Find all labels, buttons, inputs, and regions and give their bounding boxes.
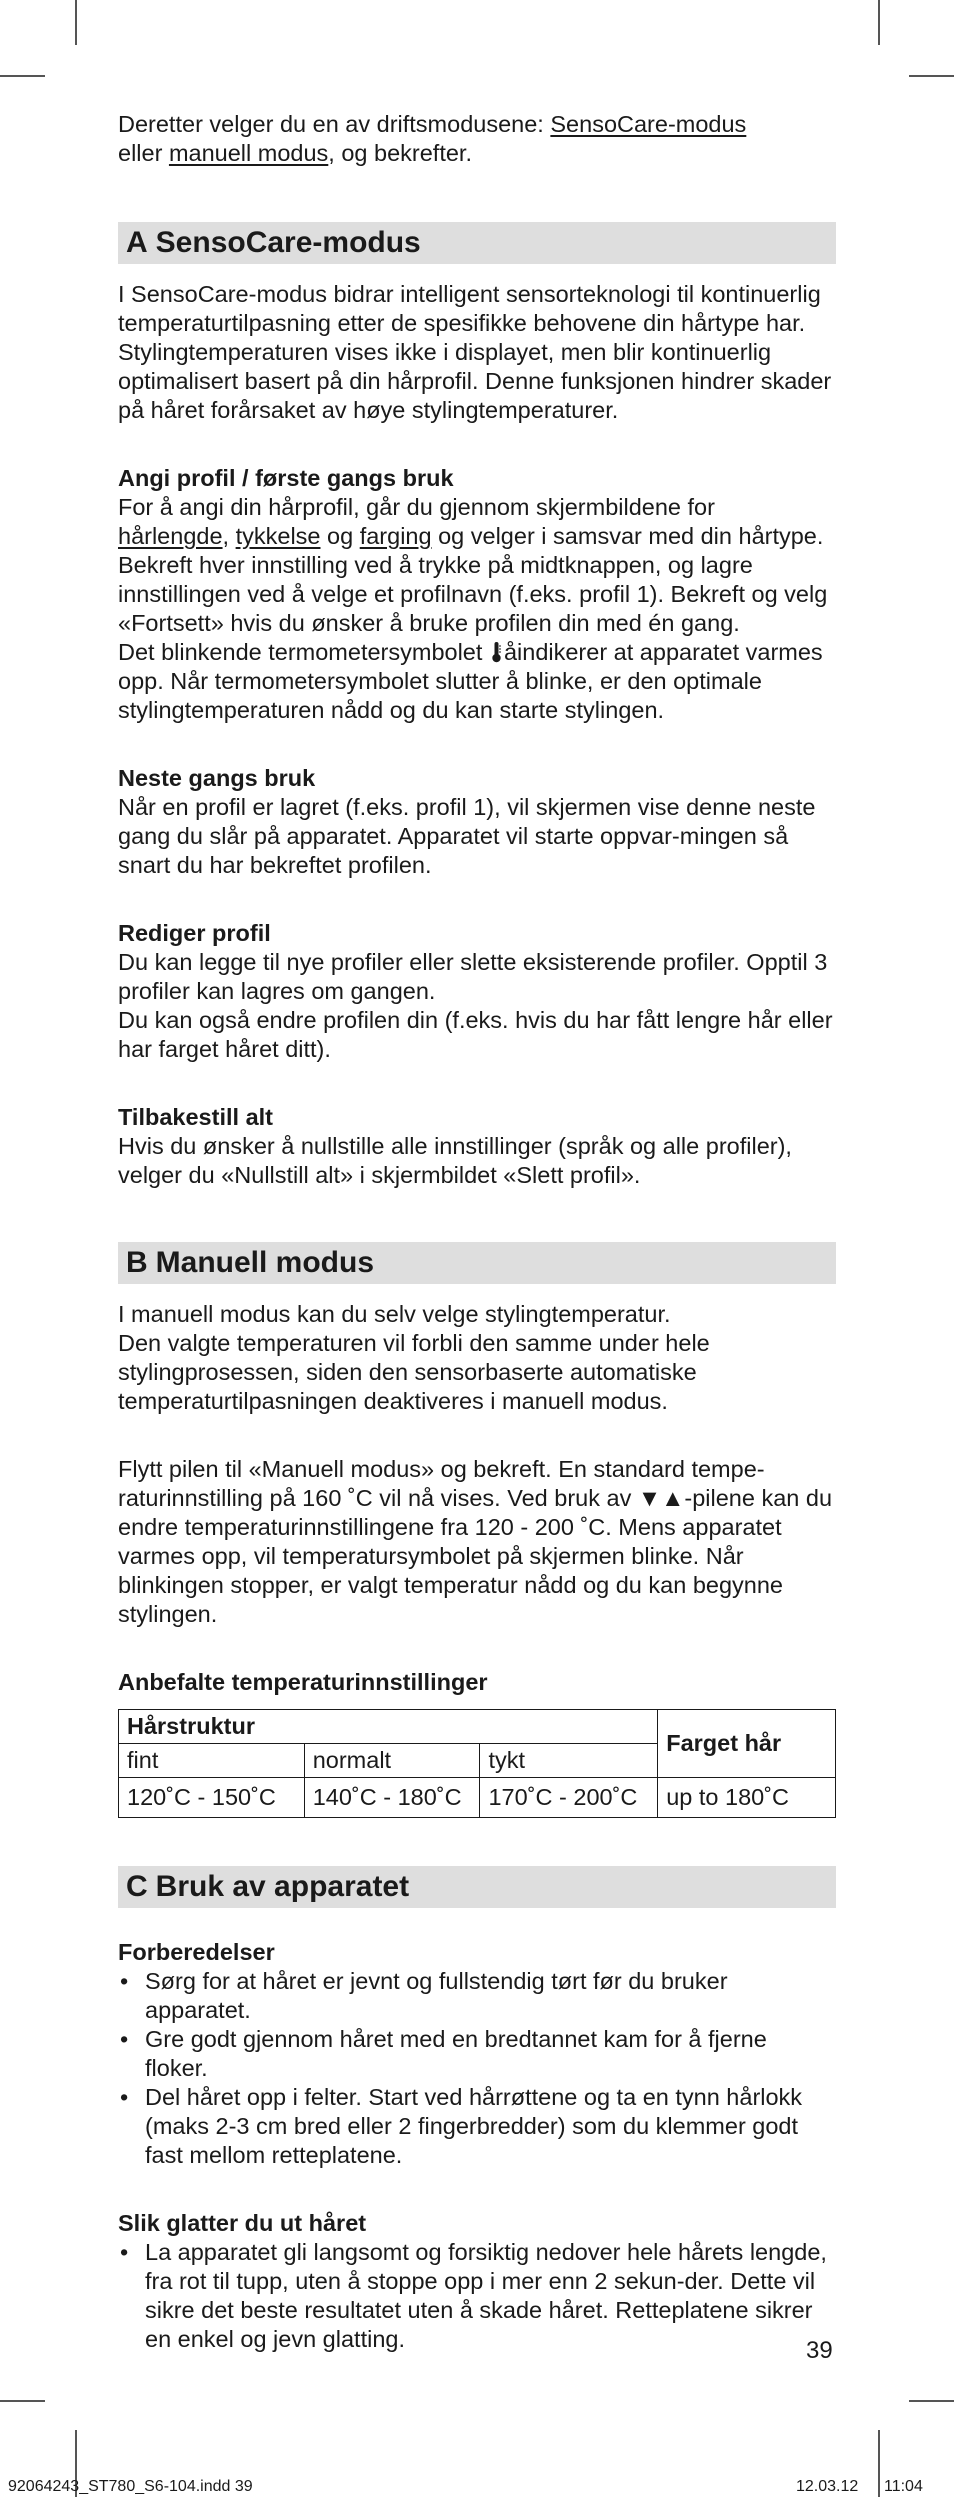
crop-mark xyxy=(909,75,954,77)
list-item: • Gre godt gjennom håret med en bredtannet kam for å fjerne floker. xyxy=(118,2025,836,2083)
section-b-heading xyxy=(118,1242,836,1284)
section-b-paragraph-3: Flytt pilen til «Manuell modus» og bekreft. En standard tempe-raturinnstilling på 160 ˚C vil nå vises. Ved bruk av ▼▲-pilene kan du endre temperaturinnstillingene fra 120 - 200 ˚C. Mens apparatet varmes opp, vil temperatursymbolet på skjermen blinke. Når blinkingen stopper, er valgt temperatur nådd og du kan begynne stylingen. xyxy=(118,1456,833,1627)
crop-mark xyxy=(909,2400,954,2402)
footer-filename: 92064243_ST780_S6-104.indd 39 xyxy=(8,2478,253,2495)
intro-text: eller xyxy=(118,140,169,166)
value-fint: 120˚C - 150˚C xyxy=(119,1778,305,1818)
intro-text: , og bekrefter. xyxy=(328,140,472,166)
value-tykt: 170˚C - 200˚C xyxy=(480,1778,658,1818)
section-title: Manuell modus xyxy=(155,1246,375,1279)
table-row xyxy=(119,1710,836,1744)
header-harstruktur: Hårstruktur xyxy=(119,1710,658,1744)
thermometer-icon xyxy=(491,641,502,663)
text: , xyxy=(222,523,236,549)
col-fint: fint xyxy=(119,1744,305,1778)
glatter-list xyxy=(118,2238,836,2354)
temperature-table xyxy=(118,1709,836,1818)
subheading-angi-profil: Angi profil / første gangs bruk xyxy=(118,465,454,491)
table-row xyxy=(119,1778,836,1818)
footer-time: 11:04 xyxy=(884,2478,923,2495)
value-farget: up to 180˚C xyxy=(658,1778,836,1818)
rediger-profil-paragraph-2: Du kan også endre profilen din (f.eks. hvis du har fått lengre hår eller har farget håret ditt). xyxy=(118,1007,833,1062)
crop-mark xyxy=(878,0,880,45)
thermometer-paragraph xyxy=(118,638,836,725)
crop-mark xyxy=(878,2430,880,2497)
text: og xyxy=(320,523,360,549)
list-item: • Del håret opp i felter. Start ved hårrøttene og ta en tynn hårlokk (maks 2-3 cm bred eller 2 fingerbredder) som du klemmer godt fast mellom retteplatene. xyxy=(118,2083,836,2170)
text: For å angi din hårprofil, går du gjennom skjermbildene for xyxy=(118,494,715,520)
header-farget-har: Farget hår xyxy=(658,1710,836,1778)
tilbakestill-paragraph: Hvis du ønsker å nullstille alle innstillinger (språk og alle profiler), velger du «Nullstill alt» i skjermbildet «Slett profil». xyxy=(118,1133,792,1188)
subheading-forberedelser: Forberedelser xyxy=(118,1939,275,1965)
crop-mark xyxy=(0,2400,45,2402)
crop-mark xyxy=(0,75,45,77)
neste-gang-paragraph: Når en profil er lagret (f.eks. profil 1), vil skjermen vise denne neste gang du slår på apparatet. Apparatet vil starte oppvar-mingen så snart du har bekreftet profilen. xyxy=(118,794,816,878)
intro-text: Deretter velger du en av driftsmodusene: xyxy=(118,111,551,137)
rediger-profil-paragraph-1: Du kan legge til nye profiler eller slette eksisterende profiler. Opptil 3 profiler kan lagres om gangen. xyxy=(118,949,828,1004)
manual-mode-link: manuell modus xyxy=(168,140,329,166)
page-content xyxy=(118,110,836,2354)
farging-term: farging xyxy=(359,523,432,549)
sensocare-link: SensoCare-modus xyxy=(550,111,747,137)
subheading-tilbakestill: Tilbakestill alt xyxy=(118,1104,273,1130)
tykkelse-term: tykkelse xyxy=(235,523,321,549)
subheading-neste-gang: Neste gangs bruk xyxy=(118,765,316,791)
subheading-rediger-profil: Rediger profil xyxy=(118,920,271,946)
section-letter: C xyxy=(126,1870,148,1903)
forberedelser-list xyxy=(118,1967,836,2170)
crop-mark xyxy=(75,0,77,45)
section-c-heading xyxy=(118,1866,836,1908)
value-normalt: 140˚C - 180˚C xyxy=(304,1778,480,1818)
list-item: • Sørg for at håret er jevnt og fullstendig tørt før du bruker apparatet. xyxy=(118,1967,836,2025)
section-a-paragraph: I SensoCare-modus bidrar intelligent sensorteknologi til kontinuerlig temperaturtilpasning etter de spesifikke behovene din hårtype har. Stylingtemperaturen vises ikke i displayet, men blir kontinuerlig optimalisert basert på din hårprofil. Denne funksjonen hindrer skader på håret forårsaket av høye stylingtemperaturer. xyxy=(118,281,832,423)
section-b-paragraph-2: Den valgte temperaturen vil forbli den samme under hele stylingprosessen, siden den sensorbaserte automatiske temperaturtilpasningen deaktiveres i manuell modus. xyxy=(118,1330,710,1414)
section-title: SensoCare-modus xyxy=(155,226,421,259)
section-letter: B xyxy=(126,1246,148,1279)
footer-date: 12.03.12 xyxy=(796,2478,859,2495)
col-normalt: normalt xyxy=(304,1744,480,1778)
intro-paragraph xyxy=(118,110,836,168)
section-b-paragraph-1: I manuell modus kan du selv velge stylingtemperatur. xyxy=(118,1301,671,1327)
subheading-glatter: Slik glatter du ut håret xyxy=(118,2210,367,2236)
page-number: 39 xyxy=(806,2337,833,2364)
table-title: Anbefalte temperaturinnstillinger xyxy=(118,1669,488,1695)
text: Det blinkende termometersymbolet xyxy=(118,639,489,665)
harlengde-term: hårlengde xyxy=(118,523,223,549)
text: åindikerer at apparatet varmes opp. Når termometersymbolet slutter å blinke, er den optimale stylingtemperaturen nådd og du kan starte stylingen. xyxy=(118,639,823,723)
section-title: Bruk av apparatet xyxy=(155,1870,410,1903)
angi-profil-paragraph xyxy=(118,493,836,638)
col-tykt: tykt xyxy=(480,1744,658,1778)
list-item: • La apparatet gli langsomt og forsiktig nedover hele hårets lengde, fra rot til tupp, uten å stoppe opp i mer enn 2 sekun-der. Dette vil sikre det beste resultatet uten å skade håret. Retteplatene sikrer en enkel og jevn glatting. xyxy=(118,2238,836,2354)
section-letter: A xyxy=(126,226,148,259)
text: og velger i samsvar med din hårtype. Bekreft hver innstilling ved å trykke på midtknappen, og lagre innstillingen ved å velge et profilnavn (f.eks. profil 1). Bekreft og velg «Fortsett» hvis du ønsker å bruke profilen din med én gang. xyxy=(118,523,828,636)
section-a-heading xyxy=(118,222,836,264)
